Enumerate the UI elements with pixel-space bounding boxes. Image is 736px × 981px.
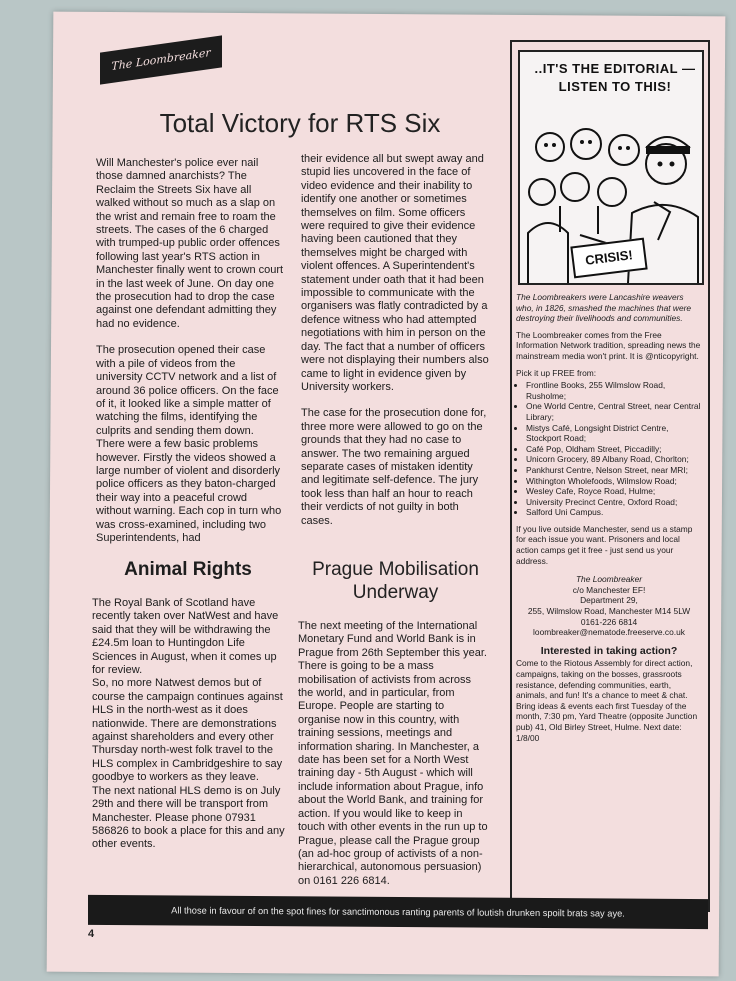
article-paragraph: The next meeting of the International Monetary Fund and World Bank is in Prague from 26th September this year. There is going to be a mass mobilisation of activists from across the world, and in particular, from Europe. People are starting to organise now in this country, with training sessions, meetings and information sharing. In Manchester, a date has been set for a North West training day - 5th August - which will include information about Prague, info about the World Bank, and training for action. If you would like to keep in touch with other events in the run up to Prague, please call the Prague group (an ad-hoc group of activists of a non-hierarchical, autonomous persuasion) on 0161 226 6814. <box>298 620 488 887</box>
footer-banner: All those in favour of on the spot fines for sanctimonous ranting parents of loutish drunken spoilt brats say aye. <box>88 895 708 929</box>
article-paragraph: Will Manchester's police ever nail those damned anarchists? The Reclaim the Streets Six have all walked without so much as a slap on the wrist and remain free to roam the streets. The cases of the 6 charged with trumped-up public order offences following last year's RTS action in Manchester finally went to crown court in the last week of June. On day one the prosecution had to drop the case against one defendant admitting they had no evidence. <box>96 157 284 330</box>
pickup-list <box>516 380 702 518</box>
list-item: • Pankhurst Centre, Nelson Street, near MRI; <box>526 465 702 476</box>
phone-number: 0161-226 6814 <box>580 616 638 627</box>
email-address: loombreaker@nematode.freeserve.co.uk <box>533 627 685 638</box>
address-line: Department 29, <box>580 595 638 606</box>
cartoon-caption: ..IT'S THE EDITORIAL —LISTEN TO THIS! <box>534 61 696 94</box>
prague-article <box>298 620 488 901</box>
address-line: 255, Wilmslow Road, Manchester M14 5LW <box>527 606 691 617</box>
article-paragraph: The next national HLS demo is on July 29th and there will be transport from Manchester. Please phone 07931 586826 to book a place for this and any other events. <box>92 784 285 851</box>
main-article-column-1 <box>96 157 284 558</box>
list-item: • Mistys Café, Longsight District Centre, Stockport Road; <box>526 423 702 444</box>
pickup-heading: Pick it up FREE from: <box>516 367 597 378</box>
action-heading: Interested in taking action? <box>540 644 678 657</box>
article-paragraph: The case for the prosecution done for, three more were allowed to go on the grounds that they had no case to answer. The two remaining argued separate cases of mistaken identity and legitimate self-defence. The jury took less than half an hour to reach their verdicts of not guilty in both cases. <box>301 407 487 527</box>
list-item: • Café Pop, Oldham Street, Piccadilly; <box>526 444 702 455</box>
postal-address <box>516 574 702 638</box>
list-item: • One World Centre, Central Street, near Central Library; <box>526 401 702 422</box>
list-item: • Withington Wholefoods, Wilmslow Road; <box>526 476 702 487</box>
page-number: 4 <box>88 928 95 940</box>
main-article-column-2 <box>301 153 491 541</box>
about-loombreakers: The Loombreakers were Lancashire weavers who, in 1826, smashed the machines that were destroying their livelihoods and communities. <box>516 292 692 324</box>
main-headline: Total Victory for RTS Six <box>159 108 441 138</box>
action-text: Come to the Riotous Assembly for direct action, campaigns, taking on the bosses, grassroots resistance, defending communities, earth, animals, and fun! It's a chance to meet & chat. Bring ideas & events each first Tuesday of the month, 7:30 pm, Yard Theatre (opposite Junction pub) 41, Old Birley Street, Hulme. Next date: 1/8/00 <box>516 658 698 743</box>
animal-rights-article <box>92 597 286 852</box>
list-item: • Frontline Books, 255 Wilmslow Road, Rusholme; <box>526 380 702 401</box>
address-name: The Loombreaker <box>575 574 643 585</box>
masthead-logo: The Loombreaker <box>100 35 222 84</box>
animal-rights-heading: Animal Rights <box>124 559 252 580</box>
article-paragraph: The prosecution opened their case with a pile of videos from the university CCTV network and a list of around 36 police officers. On the face of it, it looked like a simple matter of watching the films, identifying the culprits and sending them down. There were a few basic problems however. Firstly the videos showed a large number of violent and disorderly police officers as they baton-charged their way into a peaceful crowd without warning. Each cop in turn who was cross-examined, including two Superintendents, had <box>96 344 282 544</box>
article-paragraph: The Royal Bank of Scotland have recently taken over NatWest and have said that they will be withdrawing the £24.5m loan to Huntingdon Life Sciences in August, when it comes up for review. <box>92 597 279 677</box>
crisis-newspaper-sign: CRISIS! <box>570 238 647 279</box>
prague-heading: Prague Mobilisation Underway <box>312 559 479 603</box>
sidebar-info <box>516 292 702 749</box>
list-item: • Unicorn Grocery, 89 Albany Road, Chorlton; <box>526 454 702 465</box>
list-item: • Salford Uni Campus. <box>526 507 702 518</box>
article-paragraph: So, no more Natwest demos but of course the campaign continues against HLS in the north-west as it does nationwide. There are demonstrations against shareholders and every other Thursday north-west folk travel to the HLS complex in Cambridgeshire to say goodbye to workers as they leave. <box>92 677 283 784</box>
outside-manchester-note: If you live outside Manchester, send us a stamp for each issue you want. Prisoners and local action camps get it free - just send us your address. <box>516 523 693 566</box>
editorial-cartoon <box>518 50 704 285</box>
list-item: • Wesley Cafe, Royce Road, Hulme; <box>526 486 702 497</box>
address-line: c/o Manchester EF! <box>572 584 646 595</box>
about-paper: The Loombreaker comes from the Free Information Network tradition, spreading news the mainstream media won't print. It is @nticopyright. <box>516 329 701 361</box>
article-paragraph: their evidence all but swept away and stupid lies uncovered in the face of video evidence and their inability to identify one another or sometimes themselves on film. Some officers were required to give their evidence having been cautioned that they themselves might be charged with violent offences. A Superintendent's statement under oath that it had been impossible to communicate with the organisers was flatly contradicted by a defence witness who had attempted negotiations with him in person on the day. The fact that a number of officers were not displaying their numbers also came to light in evidence given by University workers. <box>301 153 489 393</box>
list-item: • University Precinct Centre, Oxford Road; <box>526 497 702 508</box>
